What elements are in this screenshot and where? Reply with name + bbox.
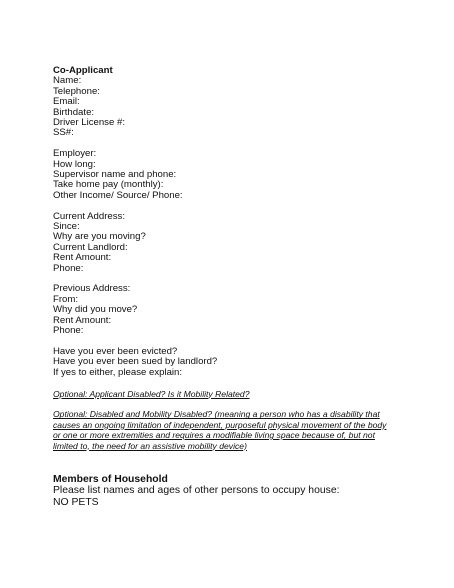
field-driver-license-label: Driver License #:: [53, 117, 125, 129]
spacer: [53, 378, 433, 388]
field-rent-amount-label: Rent Amount:: [53, 252, 112, 264]
field-current-address-label: Current Address:: [53, 210, 125, 222]
field-name-label: Name:: [53, 75, 82, 87]
no-pets-note: NO PETS: [53, 496, 99, 508]
spacer: [53, 399, 433, 409]
field-why-moving-label: Why are you moving?: [53, 231, 146, 243]
field-evicted-label: Have you ever been evicted?: [53, 345, 178, 357]
field-why-moved-label: Why did you move?: [53, 304, 138, 316]
optional-mobility-question: Optional: Applicant Disabled? Is it Mobility Related?: [53, 388, 250, 399]
optional-disability-line-1: Optional: Disabled and Mobility Disabled? (meaning a person who has a disability that: [53, 409, 380, 420]
optional-disability-line-2: causes an ongoing limitation of independent, purposeful physical movement of the body: [53, 419, 387, 430]
field-email-label: Email:: [53, 96, 80, 108]
household-heading: Members of Household: [53, 473, 168, 485]
field-from-label: From:: [53, 293, 79, 305]
field-supervisor-label: Supervisor name and phone:: [53, 169, 177, 181]
field-employer-label: Employer:: [53, 148, 97, 160]
optional-disability-line-4: limited to, the need for an assistive mobility device): [53, 440, 247, 451]
optional-disability-line-3: or one or more extremities and requires a modifiable living space because of, but not: [53, 430, 375, 441]
field-phone-label: Phone:: [53, 262, 84, 274]
field-previous-address-label: Previous Address:: [53, 283, 131, 295]
application-form-page: [53, 66, 433, 508]
field-how-long-label: How long:: [53, 158, 96, 170]
field-current-landlord-label: Current Landlord:: [53, 241, 128, 253]
field-other-income-label: Other Income/ Source/ Phone:: [53, 189, 183, 201]
field-sued-label: Have you ever been sued by landlord?: [53, 356, 218, 368]
field-telephone-label: Telephone:: [53, 85, 100, 97]
field-prev-phone-label: Phone:: [53, 325, 84, 337]
coapplicant-heading: Co-Applicant: [53, 65, 113, 76]
household-instruction: Please list names and ages of other persons to occupy house:: [53, 485, 340, 497]
spacer: [53, 139, 433, 149]
field-since-label: Since:: [53, 221, 80, 233]
field-birthdate-label: Birthdate:: [53, 106, 95, 118]
field-ssn-label: SS#:: [53, 127, 74, 139]
field-prev-rent-amount-label: Rent Amount:: [53, 314, 112, 326]
field-explain-label: If yes to either, please explain:: [53, 366, 183, 378]
field-take-home-pay-label: Take home pay (monthly):: [53, 179, 164, 191]
section-spacer: [53, 451, 433, 474]
